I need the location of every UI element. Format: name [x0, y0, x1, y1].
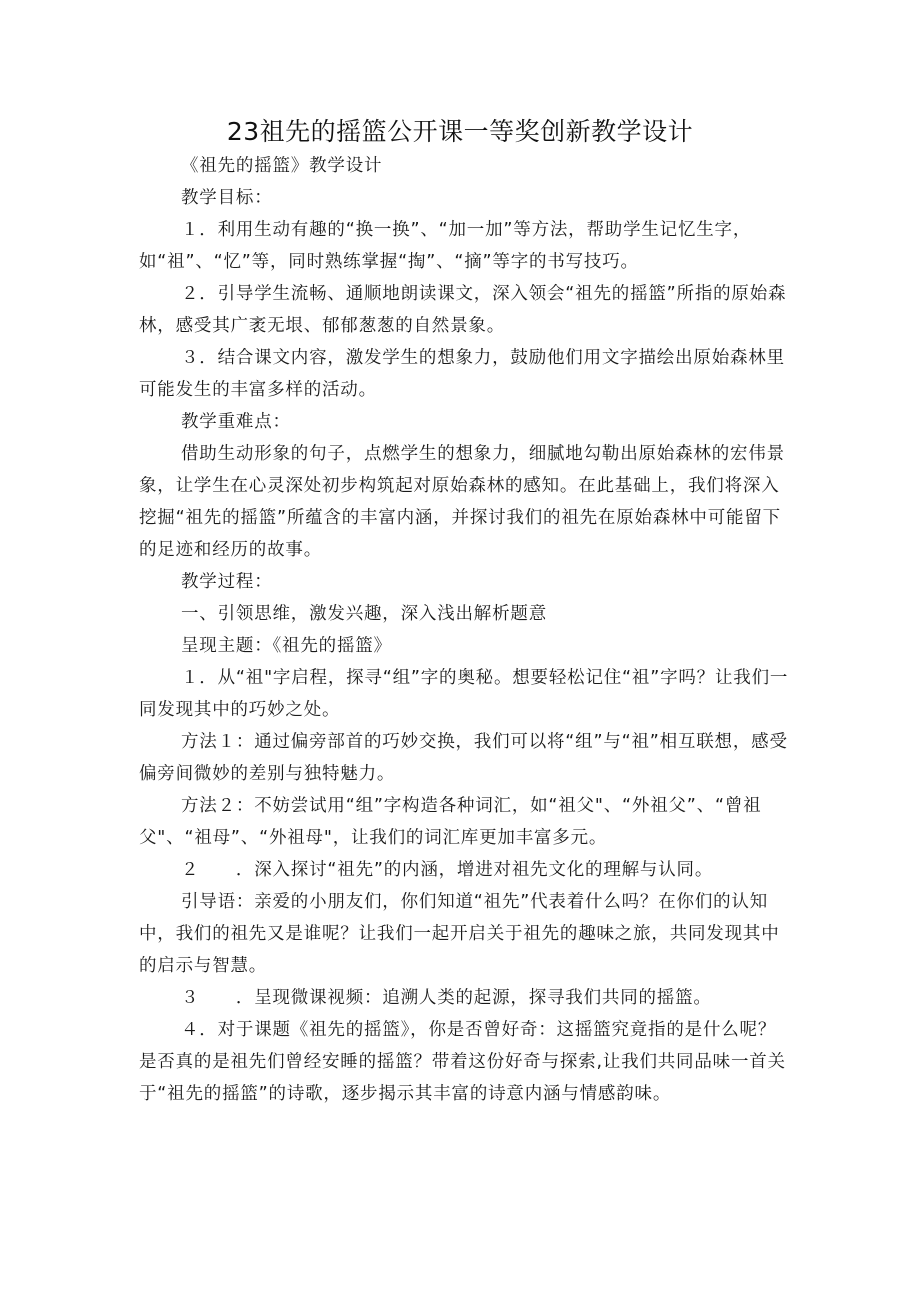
guiding-words: 引导语：亲爱的小朋友们，你们知道“祖先”代表着什么吗？在你们的认知中，我们的祖先又是谁呢？让我们一起开启关于祖先的趣味之旅，共同发现其中的启示与智慧。 [139, 892, 780, 976]
method-2: 方法２：不妨尝试用“组”字构造各种词汇，如“祖父"、“外祖父”、“曾祖父"、“祖母”、“外祖母"，让我们的词汇库更加丰富多元。 [139, 796, 762, 848]
section-heading-key-points: 教学重难点： [181, 412, 291, 432]
process-item-1: １．从“祖"字启程，探寻“组”字的奥秘。想要轻松记住“祖”字吗？让我们一同发现其中的巧妙之处。 [139, 668, 789, 720]
subtitle: 《祖先的摇篮》教学设计 [181, 156, 383, 176]
section-heading-objectives: 教学目标： [181, 188, 273, 208]
key-points-paragraph: 借助生动形象的句子，点燃学生的想象力，细腻地勾勒出原始森林的宏伟景象，让学生在心灵深处初步构筑起对原始森林的感知。在此基础上，我们将深入挖掘“祖先的摇篮”所蕴含的丰富内涵，并探讨我们的祖先在原始森林中可能留下的足迹和经历的故事。 [139, 444, 785, 560]
process-item-2: ２ ．深入探讨“祖先”的内涵，增进对祖先文化的理解与认同。 [181, 860, 714, 880]
present-topic: 呈现主题：《祖先的摇篮》 [181, 636, 392, 656]
document-body [139, 150, 789, 1110]
objective-item-2: ２．引导学生流畅、通顺地朗读课文，深入领会“祖先的摇篮”所指的原始森林，感受其广袤无垠、郁郁葱葱的自然景象。 [139, 284, 787, 336]
objective-item-1: １．利用生动有趣的“换一换”、“加一加”等方法，帮助学生记忆生字，如“祖”、“忆”等，同时熟练掌握“掏”、“摘”等字的书写技巧。 [139, 220, 752, 272]
process-step-heading: 一、引领思维，激发兴趣，深入浅出解析题意 [181, 604, 547, 624]
section-heading-process: 教学过程： [181, 572, 273, 592]
method-1: 方法１：通过偏旁部首的巧妙交换，我们可以将“组”与“祖”相互联想，感受偏旁间微妙的差别与独特魅力。 [139, 732, 788, 784]
objective-item-3: ３．结合课文内容，激发学生的想象力，鼓励他们用文字描绘出原始森林里可能发生的丰富多样的活动。 [139, 348, 785, 400]
process-item-4: ４．对于课题《祖先的摇篮》，你是否曾好奇：这摇篮究竟指的是什么呢？是否真的是祖先们曾经安睡的摇篮？带着这份好奇与探索,让我们共同品味一首关于“祖先的摇篮”的诗歌，逐步揭示其丰富的诗意内涵与情感韵味。 [139, 1020, 786, 1104]
document-title: 23祖先的摇篮公开课一等奖创新教学设计 [226, 117, 694, 146]
process-item-3: ３ ．呈现微课视频：追溯人类的起源，探寻我们共同的摇篮。 [181, 988, 712, 1008]
